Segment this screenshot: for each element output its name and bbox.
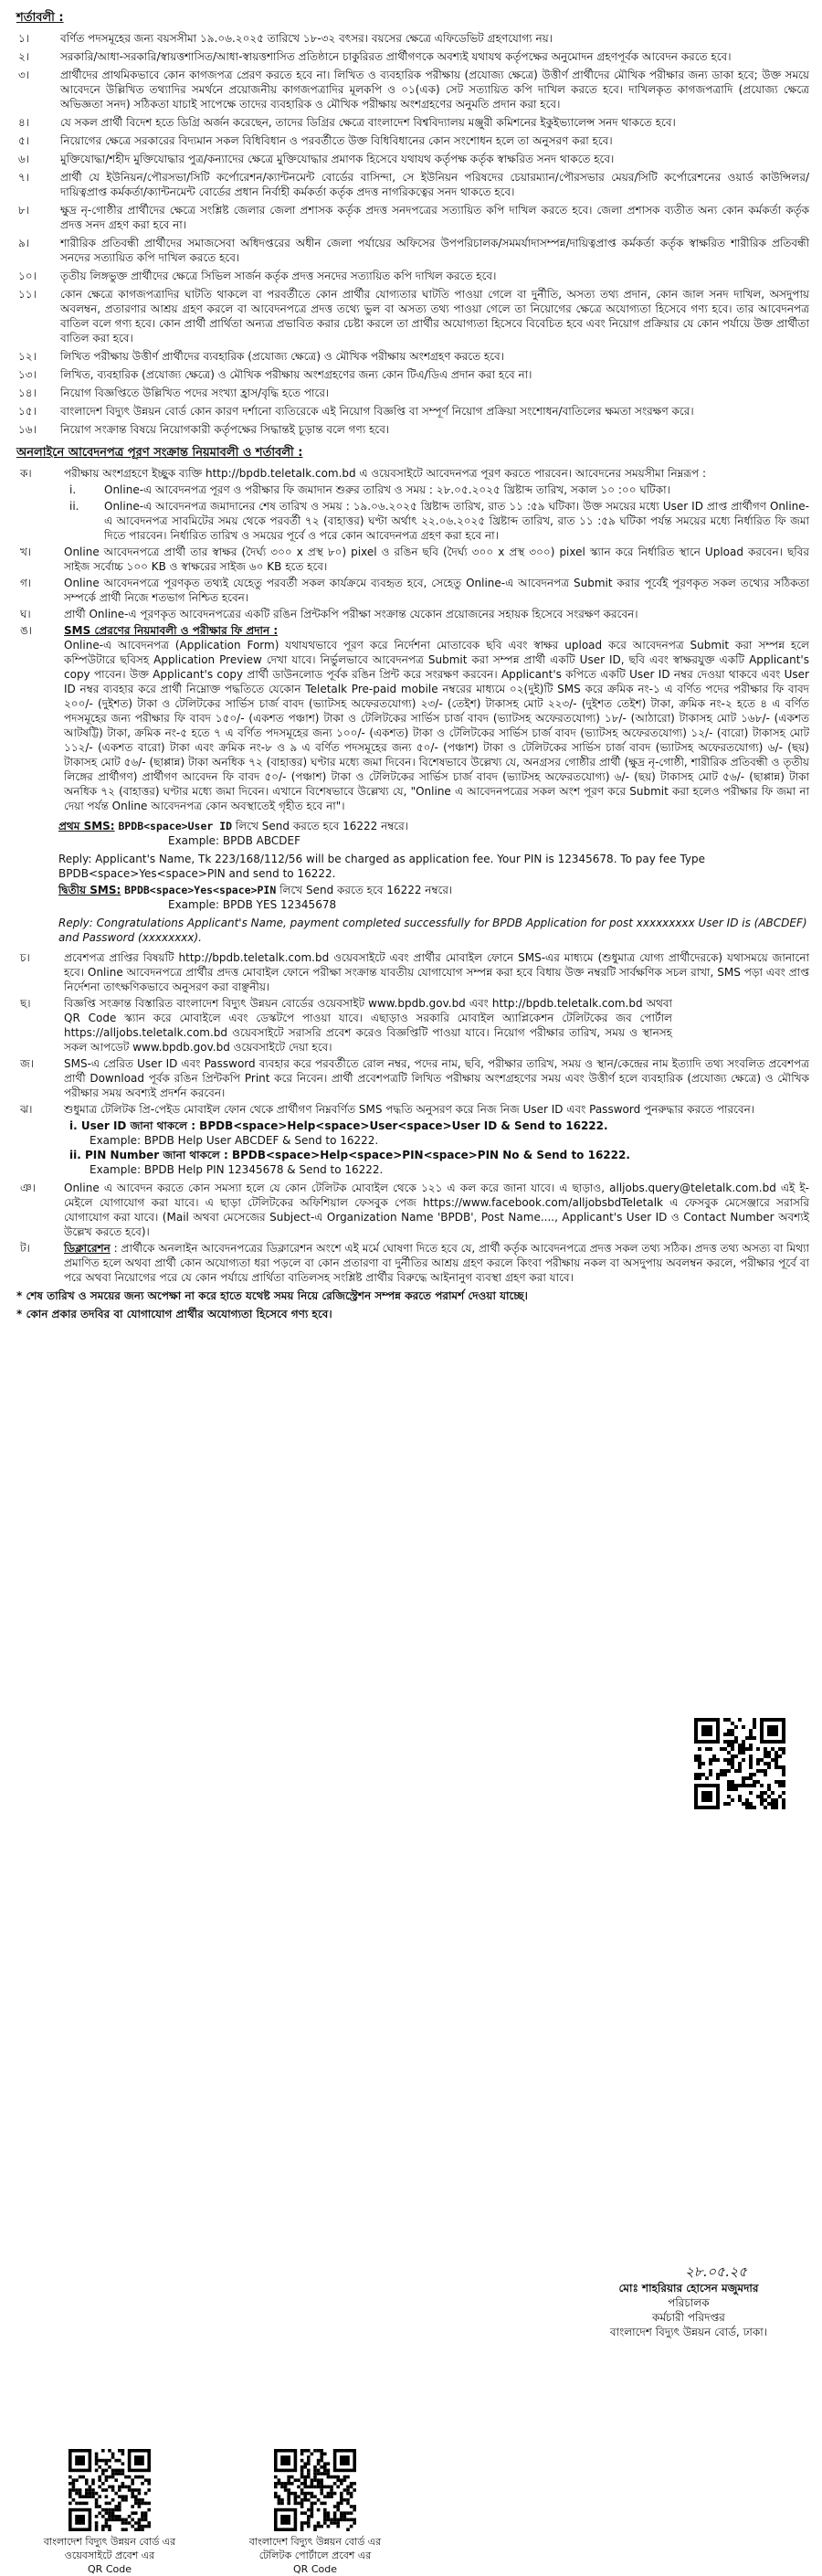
sms1-line bbox=[58, 819, 809, 833]
qr-caption: বাংলাদেশ বিদ্যুৎ উন্নয়ন বোর্ড এর bbox=[248, 2536, 382, 2548]
rule-ka bbox=[13, 466, 809, 481]
condition-item bbox=[13, 68, 809, 111]
roman-text: Online-এ আবেদনপত্র পূরণ ও পরীক্ষার ফি জমাদান শুরুর তারিখ ও সময় : ২৮.০৫.২০২৫ খ্রিষ্টাব্দ তারিখ, সকাল ১০ :০০ ঘটিকা। bbox=[104, 483, 670, 496]
qr-code-icon bbox=[274, 2449, 356, 2531]
signatory-dept: কর্মচারী পরিদপ্তর bbox=[652, 2311, 725, 2324]
condition-number: ১৪। bbox=[18, 387, 37, 399]
recovery-userid-example: Example: BPDB Help User ABCDEF & Send to 16222. bbox=[90, 1134, 379, 1147]
signatory-org: বাংলাদেশ বিদ্যুৎ উন্নয়ন বোর্ড, ঢাকা। bbox=[609, 2326, 767, 2338]
recovery-pin-example: Example: BPDB Help PIN 12345678 & Send to 16222. bbox=[90, 1163, 384, 1176]
rule-kha bbox=[13, 545, 809, 574]
rule-letter: ছ। bbox=[20, 997, 31, 1010]
rule-ga bbox=[13, 576, 809, 605]
condition-number: ৭। bbox=[18, 171, 30, 184]
condition-text: লিখিত পরীক্ষায় উত্তীর্ণ প্রার্থীদের ব্যবহারিক (প্রযোজ্য ক্ষেত্রে) ও মৌখিক পরীক্ষায় অংশগ্রহণ করতে হবে। bbox=[60, 350, 505, 363]
sms1-reply: Reply: Applicant's Name, Tk 223/168/112/56 will be charged as application fee. Your PIN is 12345678. To pay fee Type BPDB<space>Yes<space>PIN and send to 16222. bbox=[58, 853, 706, 880]
rule-text: Online-এ আবেদনপত্র (Application Form) যথাযথভাবে পূরণ করে নির্দেশনা মোতাবেক ছবি এবং স্বাক্ষর upload করে আবেদনপত্র Submit করা সম্পন্ন হলে কম্পিউটারে ছবিসহ Application Preview দেখা যাবে। নির্ভুলভাবে আবেদনপত্র Submit করা সম্পন্ন প্রার্থী একটি User ID, ছবি এবং স্বাক্ষরযুক্ত একটি Applicant's copy পাবেন। উক্ত Applicant's copy প্রার্থী ডাউনলোড পূর্বক রঙিন প্রিন্ট করে সংরক্ষণ করবেন। Applicant's কপিতে একটি User ID নম্বর দেওয়া থাকবে এবং User ID নম্বর ব্যবহার করে প্রার্থী নিম্নোক্ত পদ্ধতিতে যেকোন Teletalk Pre-paid mobile নম্বরের মাধ্যমে ০২(দুই)টি SMS করে ক্রমিক নং-১ এ বর্ণিত পদের পরীক্ষার ফি বাবদ ২০০/- (দুইশত) টাকা ও টেলিটকের সার্ভিস চার্জ বাবদ (ভ্যাটসহ অফেরতযোগ্য) ২৩/- (তেইশ) টাকাসহ মোট ২২৩/- (দুইশত তেইশ) টাকা, ক্রমিক নং-২ হতে ৪ এ বর্ণিত পদসমূহের জন্য পরীক্ষার ফি বাবদ ১৫০/- (একশত পঞ্চাশ) টাকা ও টেলিটকের সার্ভিস চার্জ বাবদ (ভ্যাটসহ অফেরতযোগ্য) ১৮/- (আঠারো) টাকাসহ মোট ১৬৮/- (একশত আটষট্টি) টাকা, ক্রমিক নং-৫ হতে ৭ এ বর্ণিত পদসমূহের জন্য ১০০/- (একশত) টাকা ও টেলিটকের সার্ভিস চার্জ বাবদ (ভ্যাটসহ অফেরতযোগ্য) ১২/- (বারো) টাকাসহ মোট ১১২/- (একশত বারো) টাকা এবং ক্রমিক নং-৮ ও ৯ এ বর্ণিত পদসমূহের জন্য ৫০/- (পঞ্চাশ) টাকা ও টেলিটকের সার্ভিস চার্জ বাবদ (ভ্যাটসহ অফেরতযোগ্য) ৬/- (ছয়) টাকাসহ মোট ৫৬/- (ছাপ্পান্ন) টাকা অনধিক ৭২ (বাহাত্তর) ঘণ্টার মধ্যে জমা দিবেন। বিশেষভাবে উল্লেখ্য যে, অনগ্রসর গোষ্ঠীর প্রার্থী (ক্ষুদ্র নৃ-গোষ্ঠী, শারীরিক প্রতিবন্ধী ও তৃতীয় লিঙ্গের প্রার্থীগণ) প্রার্থীগণ আবেদন ফি বাবদ ৫০/- (পঞ্চাশ) টাকা ও টেলিটকের সার্ভিস চার্জ বাবদ (ভ্যাটসহ অফেরতযোগ্য) ৬/- (ছয়) টাকাসহ মোট ৫৬/- (ছাপ্পান্ন) টাকা অনধিক ৭২ (বাহাত্তর) ঘণ্টার মধ্যে জমা দিবেন। এখানে বিশেষভাবে উল্লেখ্য যে, "Online এ আবেদনপত্রের সকল অংশ পূরণ করে Submit করা হলেও পরীক্ষার ফি জমা না দেয়া পর্যন্ত Online আবেদনপত্র কোন অবস্থাতেই গৃহীত হবে না"। bbox=[64, 639, 809, 812]
rule-uma bbox=[13, 623, 809, 813]
handwritten-signature: ২৮.০৫.২৫ bbox=[684, 2263, 747, 2280]
declaration-title: ডিক্লারেশন bbox=[64, 1242, 111, 1255]
rule-text: : প্রার্থীকে অনলাইন আবেদনপত্রের ডিক্লারেশন অংশে এই মর্মে ঘোষণা দিতে হবে যে, প্রার্থী কর্তৃক আবেদনপত্রে প্রদত্ত সকল তথ্য সঠিক। প্রদত্ত তথ্য অসত্য বা মিথ্যা প্রমাণিত হলে অথবা প্রার্থী কোন অযোগ্যতা ধরা পড়লে বা কোন প্রতারণা বা দুর্নীতির আশ্রয় গ্রহণ করলে কিংবা পরীক্ষায় নকল বা অসদুপায় অবলম্বন করলে, পরীক্ষার পূর্বে বা পরে অথবা নিয়োগের পরে যে কোন পর্যায়ে প্রার্থিতা বাতিলসহ সংশ্লিষ্ট প্রার্থীর বিরুদ্ধে আইনানুগ ব্যবস্থা গ্রহণ করা যাবে। bbox=[64, 1242, 809, 1284]
rule-letter: ঝ। bbox=[20, 1103, 33, 1116]
condition-number: ৫। bbox=[18, 134, 30, 147]
condition-text: লিখিত, ব্যবহারিক (প্রযোজ্য ক্ষেত্রে) ও মৌখিক পরীক্ষায় অংশগ্রহণের জন্য কোন টিএ/ডিএ প্রদান করা হবে না। bbox=[60, 368, 532, 381]
recovery-block bbox=[69, 1118, 809, 1177]
qr-code-icon bbox=[68, 2449, 151, 2531]
sms2-label: দ্বিতীয় SMS: bbox=[58, 884, 121, 896]
qr-caption: টেলিটক পোর্টালে প্রবেশ এর bbox=[258, 2549, 372, 2561]
sms2-code: BPDB<space>Yes<space>PIN bbox=[124, 884, 277, 896]
sms2-line bbox=[58, 883, 809, 897]
qr-caption: QR Code bbox=[293, 2563, 337, 2575]
condition-item bbox=[13, 404, 809, 419]
condition-text: তৃতীয় লিঙ্গভুক্ত প্রার্থীদের ক্ষেত্রে সিভিল সার্জন কর্তৃক প্রদত্ত সনদের সত্যায়িত কপি দাখিল করতে হবে। bbox=[60, 270, 497, 282]
condition-text: যে সকল প্রার্থী বিদেশ হতে ডিগ্রি অর্জন করেছেন, তাদের ডিগ্রির ক্ষেত্রে বাংলাদেশ বিশ্ববিদ্যালয় মঞ্জুরী কমিশনের ইকুইভ্যালেন্স সনদ থাকতে হবে। bbox=[60, 116, 676, 129]
rule-gha bbox=[13, 607, 809, 621]
rule-ka-i bbox=[57, 482, 809, 497]
rule-letter: জ। bbox=[20, 1057, 35, 1070]
condition-text: প্রার্থীদের প্রাথমিকভাবে কোন কাগজপত্র প্রেরণ করতে হবে না। লিখিত ও ব্যবহারিক পরীক্ষায় (প্রযোজ্য ক্ষেত্রে) উত্তীর্ণ প্রার্থীদের মৌখিক পরীক্ষার জন্য ডাকা হবে; উক্ত সময়ে আবেদনে উল্লিখিত তথ্যাদির সমর্থনে প্রয়োজনীয় কাগজপত্রাদির মূলকপি ও ০১(এক) সেট সত্যায়িত কপি দাখিল করতে হবে। দাখিলকৃত কাগজপত্রাদি (প্রযোজ্য ক্ষেত্রে অভিজ্ঞতা সনদ) সঠিকতা যাচাই সাপেক্ষে তাদের ব্যবহারিক ও মৌখিক পরীক্ষায় অংশগ্রহণের অনুমতি প্রদান করা হবে। bbox=[60, 69, 809, 111]
roman-text: Online-এ আবেদনপত্র জমাদানের শেষ তারিখ ও সময় : ১৯.০৬.২০২৫ খ্রিষ্টাব্দ তারিখ, রাত ১১ :৫৯ ঘটিকা। উক্ত সময়ের মধ্যে User ID প্রাপ্ত প্রার্থীগণ Online-এ আবেদনপত্র সাবমিটের সময় থেকে পরবর্তী ৭২ (বাহাত্তর) ঘণ্টা অর্থাৎ ২২.০৬.২০২৫ খ্রিষ্টাব্দ তারিখ, রাত ১১ :৫৯ ঘটিকা পর্যন্ত সময়ের মধ্যে নির্ধারিত ফি জমা দিতে পারবেন। নির্ধারিত তারিখ ও সময়ের পূর্বে ও পরে কোন আবেদনপত্র গ্রহণ করা হবে না। bbox=[104, 500, 809, 542]
online-rules-heading: অনলাইনে আবেদনপত্র পূরণ সংক্রান্ত নিয়মাবলী ও শর্তাবলী : bbox=[16, 446, 303, 460]
qr-code-icon bbox=[694, 1718, 785, 1809]
rule-text: প্রবেশপত্র প্রাপ্তির বিষয়টি http://bpdb.teletalk.com.bd ওয়েবসাইটে এবং প্রার্থীর মোবাইল ফোনে SMS-এর মাধ্যমে (শুধুমাত্র যোগ্য প্রার্থীদেরকে) যথাসময়ে জানানো হবে। Online আবেদনপত্রে প্রার্থীর প্রদত্ত মোবাইল ফোনে পরীক্ষা সংক্রান্ত যাবতীয় যোগাযোগ সম্পন্ন করা হবে বিধায় উক্ত নম্বরটি সার্বক্ষণিক সচল রাখা, SMS পড়া এবং প্রাপ্ত নির্দেশনা তাৎক্ষণিকভাবে অনুসরণ করা বাঞ্ছনীয়। bbox=[64, 951, 809, 993]
condition-number: ১২। bbox=[18, 350, 37, 363]
condition-text: কোন ক্ষেত্রে কাগজপত্রাদির ঘাটতি থাকলে বা পরবর্তীতে কোন প্রার্থীর যোগ্যতার ঘাটতি পাওয়া গেলে বা দুর্নীতি, অসত্য তথ্য প্রদান, কোন জাল সনদ দাখিল, অসদুপায় অবলম্বন, প্রতারণার আশ্রয় গ্রহণ করলে বা আবেদনপত্রে প্রদত্ত তথ্যে ভুল বা অসত্য তথ্য পাওয়া গেলে তা নিয়োগের ক্ষেত্রে অযোগ্যতা হিসেবে গণ্য হবে। তার আবেদনপত্র বাতিল বলে গণ্য হবে। কোন প্রার্থী প্রার্থিতা অন্যত্র প্রভাবিত করার চেষ্টা করলে তা প্রার্থীর অযোগ্যতা হিসেবে বিবেচিত হবে এবং নিয়োগ প্রক্রিয়ার যে কোন পর্যায়ে উক্ত প্রার্থীতা বাতিল করা হবে। bbox=[60, 288, 810, 345]
rule-letter: ঞ। bbox=[20, 1182, 36, 1194]
condition-number: ১। bbox=[18, 32, 30, 45]
condition-number: ৬। bbox=[18, 153, 30, 165]
condition-number: ৮। bbox=[18, 204, 30, 217]
condition-text: মুক্তিযোদ্ধা/শহীদ মুক্তিযোদ্ধার পুত্র/কন্যাদের ক্ষেত্রে মুক্তিযোদ্ধার প্রমাণক হিসেবে যথাযথ কর্তৃপক্ষ কর্তৃক স্বাক্ষরিত সনদ থাকতে হবে। bbox=[60, 153, 615, 165]
rule-text: Online আবেদনপত্রে প্রার্থী তার স্বাক্ষর (দৈর্ঘ্য ৩০০ x প্রস্থ ৮০) pixel ও রঙিন ছবি (দৈর্ঘ্য ৩০০ x প্রস্থ ৩০০) pixel স্ক্যান করে নির্ধারিত স্থানে Upload করবেন। ছবির সাইজ সর্বোচ্চ ১০০ KB ও স্বাক্ষরের সাইজ ৬০ KB হতে হবে। bbox=[64, 546, 809, 573]
qr-website-block[interactable] bbox=[18, 2449, 201, 2576]
condition-number: ১১। bbox=[18, 288, 37, 301]
sms1-code: BPDB<space>User ID bbox=[118, 820, 233, 832]
condition-number: ৯। bbox=[18, 237, 30, 249]
condition-item bbox=[13, 203, 809, 232]
condition-number: ১০। bbox=[18, 270, 37, 282]
roman-num: i. bbox=[69, 483, 77, 496]
rule-ta bbox=[13, 1241, 809, 1285]
condition-text: নিয়োগ সংক্রান্ত বিষয়ে নিয়োগকারী কর্তৃপক্ষের সিদ্ধান্তই চূড়ান্ত বলে গণ্য হবে। bbox=[60, 423, 390, 436]
condition-item bbox=[13, 133, 809, 148]
rule-text: পরীক্ষায় অংশগ্রহণে ইচ্ছুক ব্যক্তি http://bpdb.teletalk.com.bd এ ওয়েবসাইটে আবেদনপত্র পূরণ করতে পারবেন। আবেদনের সময়সীমা নিম্নরূপ : bbox=[64, 467, 706, 480]
condition-text: বাংলাদেশ বিদ্যুৎ উন্নয়ন বোর্ড কোন কারণ দর্শানো ব্যতিরেকে এই নিয়োগ বিজ্ঞপ্তি বা সম্পূর্ণ নিয়োগ প্রক্রিয়া সংশোধন/বাতিলের ক্ষমতা সংরক্ষণ করে। bbox=[60, 405, 694, 418]
signatory-name: মোঃ শাহরিয়ার হোসেন মজুমদার bbox=[618, 2282, 759, 2295]
condition-text: ক্ষুদ্র নৃ-গোষ্ঠীর প্রার্থীদের ক্ষেত্রে সংশ্লিষ্ট জেলার জেলা প্রশাসক কর্তৃক প্রদত্ত সনদপত্রের সত্যায়িত কপি দাখিল করতে হবে। জেলা প্রশাসক ব্যতীত অন্য কোন কর্মকর্তা কর্তৃক প্রদত্ত সনদ গ্রহণ করা হবে না। bbox=[60, 204, 809, 231]
condition-text: সরকারি/আধা-সরকারি/স্বায়ত্তশাসিত/আধা-স্বায়ত্তশাসিত প্রতিষ্ঠানে চাকুরিরত প্রার্থীগণকে অবশ্যই যথাযথ কর্তৃপক্ষের অনুমোদন গ্রহণপূর্বক আবেদন করতে হবে। bbox=[60, 50, 732, 63]
sms2-reply: Reply: Congratulations Applicant's Name, payment completed successfully for BPDB Application for post xxxxxxxxx User ID is (ABCDEF) and Password (xxxxxxxx). bbox=[58, 917, 807, 944]
condition-text: শারীরিক প্রতিবন্ধী প্রার্থীদের সমাজসেবা অধিদপ্তরের অধীন জেলা পর্যায়ের অফিসের উপপরিচালক/সমমর্যাদাসম্পন্ন/দায়িত্বপ্রাপ্ত কর্মকর্তা কর্তৃক স্বাক্ষরিত শারীরিক প্রতিবন্ধী সনদের সত্যায়িত কপি দাখিল করতে হবে। bbox=[60, 237, 809, 264]
condition-text: নিয়োগের ক্ষেত্রে সরকারের বিদ্যমান সকল বিধিবিধান ও পরবর্তীতে উক্ত বিধিবিধানের কোন সংশোধন হলে তা অনুসরণ করা হবে। bbox=[60, 134, 613, 147]
rule-jha bbox=[13, 1102, 809, 1117]
recovery-userid: i. User ID জানা থাকলে : BPDB<space>Help<space>User<space>User ID & Send to 16222. bbox=[69, 1119, 608, 1132]
condition-item bbox=[13, 287, 809, 345]
condition-text: প্রার্থী যে ইউনিয়ন/পৌরসভা/সিটি কর্পোরেশন/ক্যান্টনমেন্ট বোর্ডের বাসিন্দা, সে ইউনিয়ন পরিষদের চেয়ারম্যান/পৌরসভার মেয়র/সিটি কর্পোরেশনের ওয়ার্ড কাউন্সিলর/দায়িত্বপ্রাপ্ত কর্মকর্তা/ক্যান্টনমেন্ট বোর্ডের প্রধান নির্বাহী কর্মকর্তা কর্তৃক প্রদত্ত নাগরিকত্বের সনদ থাকতে হবে। bbox=[60, 171, 809, 198]
qr-code-inline[interactable] bbox=[694, 1718, 785, 1813]
condition-number: ৪। bbox=[18, 116, 30, 129]
rule-text: Online এ আবেদন করতে কোন সমস্যা হলে যে কোন টেলিটক মোবাইল থেকে ১২১ এ কল করে জানা যাবে। এ ছাড়াও, alljobs.query@teletalk.com.bd এই ই-মেইলে যোগাযোগ করা যাবে। এ ছাড়া টেলিটকের অফিশিয়াল ফেসবুক পেজ https://www.facebook.com/alljobsbdTeletalk এ ফেসবুক মেসেঞ্জারে সরাসরি যোগাযোগ করা যাবে। (Mail অথবা মেসেজের Subject-এ Organization Name 'BPDB', Post Name...., Applicant's User ID ও Contact Number অবশ্যই উল্লেখ করতে হবে)। bbox=[64, 1182, 809, 1238]
condition-item bbox=[13, 367, 809, 382]
sms2-suffix: লিখে Send করতে হবে 16222 নম্বরে। bbox=[279, 884, 453, 896]
condition-item bbox=[13, 31, 809, 46]
rule-letter: খ। bbox=[20, 546, 32, 558]
rule-ka-ii bbox=[57, 499, 809, 543]
rule-letter: ট। bbox=[20, 1242, 30, 1255]
rule-cha bbox=[13, 950, 809, 994]
sms2-example: Example: BPDB YES 12345678 bbox=[168, 898, 337, 911]
signature-block bbox=[610, 2264, 767, 2339]
recovery-pin: ii. PIN Number জানা থাকলে : BPDB<space>Help<space>PIN<space>PIN No & Send to 16222. bbox=[69, 1149, 630, 1161]
condition-number: ১৬। bbox=[18, 423, 37, 436]
condition-text: বর্ণিত পদসমূহের জন্য বয়সসীমা ১৯.০৬.২০২৫ তারিখে ১৮-৩২ বৎসর। বয়সের ক্ষেত্রে এফিডেভিট গ্রহণযোগ্য নয়। bbox=[60, 32, 553, 45]
rule-letter: ক। bbox=[20, 467, 32, 480]
qr-teletalk-block[interactable] bbox=[224, 2449, 406, 2576]
rule-letter: ঙ। bbox=[20, 624, 33, 637]
condition-item bbox=[13, 115, 809, 130]
rule-text: শুধুমাত্র টেলিটক প্রি-পেইড মোবাইল ফোন থেকে প্রার্থীগণ নিম্নবর্ণিত SMS পদ্ধতি অনুসরণ করে নিজ নিজ User ID এবং Password পুনরুদ্ধার করতে পারবেন। bbox=[64, 1103, 755, 1116]
rule-letter: চ। bbox=[20, 951, 30, 964]
qr-caption: QR Code bbox=[88, 2563, 132, 2575]
qr-caption: বাংলাদেশ বিদ্যুৎ উন্নয়ন বোর্ড এর bbox=[43, 2536, 176, 2548]
condition-text: নিয়োগ বিজ্ঞপ্তিতে উল্লিখিত পদের সংখ্যা হ্রাস/বৃদ্ধি হতে পারে। bbox=[60, 387, 330, 399]
condition-number: ২। bbox=[18, 50, 30, 63]
conditions-heading: শর্তাবলী : bbox=[16, 11, 64, 25]
sms-rules-title: SMS প্রেরণের নিয়মাবলী ও পরীক্ষার ফি প্রদান : bbox=[64, 624, 279, 637]
rule-nya bbox=[13, 1181, 809, 1239]
warning-deadline: * শেষ তারিখ ও সময়ের জন্য অপেক্ষা না করে হাতে যথেষ্ট সময় নিয়ে রেজিস্ট্রেশন সম্পন্ন করতে পরামর্শ দেওয়া যাচ্ছে। bbox=[16, 1289, 528, 1302]
condition-item bbox=[13, 236, 809, 265]
rule-letter: গ। bbox=[20, 577, 32, 589]
qr-caption: ওয়েবসাইটে প্রবেশ এর bbox=[64, 2549, 155, 2561]
roman-num: ii. bbox=[69, 500, 79, 513]
condition-item bbox=[13, 269, 809, 283]
sms1-example: Example: BPDB ABCDEF bbox=[168, 834, 301, 847]
rule-text: বিজ্ঞপ্তি সংক্রান্ত বিস্তারিত বাংলাদেশ বিদ্যুৎ উন্নয়ন বোর্ডের ওয়েবসাইট www.bpdb.gov.bd এবং http://bpdb.teletalk.com.bd অথবা QR Code স্ক্যান করে মোবাইলে এবং ডেস্কটপে পাওয়া যাবে। এছাড়াও সরকারি মোবাইল অ্যাপ্লিকেশন টেলিটকের জব পোর্টাল https://alljobs.teletalk.com.bd ওয়েবসাইটে সরাসরি প্রবেশ করেও বিজ্ঞপ্তিটি পাওয়া যাবে। নিয়োগ পরীক্ষার তারিখ, সময় ও স্থানসহ সকল আপডেট www.bpdb.gov.bd ওয়েবসাইটে দেয়া হবে। bbox=[64, 997, 672, 1054]
rule-text: SMS-এ প্রেরিত User ID এবং Password ব্যবহার করে পরবর্তীতে রোল নম্বর, পদের নাম, ছবি, পরীক্ষার তারিখ, সময় ও স্থান/কেন্দ্রের নাম ইত্যাদি তথ্য সংবলিত প্রবেশপত্র প্রার্থী Download পূর্বক রঙিন প্রিন্টকপি Print করে নিবেন। প্রার্থী প্রবেশপত্রটি লিখিত পরীক্ষায় অংশগ্রহণের সময় এবং উত্তীর্ণ হলে ব্যবহারিক (প্রযোজ্য ক্ষেত্রে) ও মৌখিক পরীক্ষার সময় অবশ্যই প্রদর্শন করবেন। bbox=[64, 1057, 809, 1099]
condition-item bbox=[13, 349, 809, 364]
sms-block bbox=[58, 819, 809, 945]
condition-item bbox=[13, 386, 809, 400]
condition-item bbox=[13, 422, 809, 437]
warning-lobbying: * কোন প্রকার তদবির বা যোগাযোগ প্রার্থীর অযোগ্যতা হিসেবে গণ্য হবে। bbox=[16, 1308, 332, 1320]
sms1-label: প্রথম SMS: bbox=[58, 820, 115, 832]
condition-item bbox=[13, 170, 809, 199]
condition-number: ১৩। bbox=[18, 368, 37, 381]
sms1-suffix: লিখে Send করতে হবে 16222 নম্বরে। bbox=[235, 820, 409, 832]
rule-chha bbox=[13, 996, 809, 1055]
condition-item bbox=[13, 49, 809, 64]
rule-text: প্রার্থী Online-এ পূরণকৃত আবেদনপত্রের একটি রঙিন প্রিন্টকপি পরীক্ষা সংক্রান্ত যেকোন প্রয়োজনের সহায়ক হিসেবে সংরক্ষণ করবেন। bbox=[64, 608, 638, 620]
condition-number: ১৫। bbox=[18, 405, 37, 418]
condition-number: ৩। bbox=[18, 69, 30, 81]
rule-text: Online আবেদনপত্রে পূরণকৃত তথ্যই যেহেতু পরবর্তী সকল কার্যক্রমে ব্যবহৃত হবে, সেহেতু Online-এ আবেদনপত্র Submit করার পূর্বেই পূরণকৃত সকল তথ্যের সঠিকতা সম্পর্কে প্রার্থী নিজে শতভাগ নিশ্চিত হবেন। bbox=[64, 577, 809, 604]
conditions-list bbox=[13, 31, 809, 437]
signatory-title: পরিচালক bbox=[668, 2296, 710, 2309]
condition-item bbox=[13, 152, 809, 166]
rule-ja bbox=[13, 1056, 809, 1100]
rule-letter: ঘ। bbox=[20, 608, 31, 620]
